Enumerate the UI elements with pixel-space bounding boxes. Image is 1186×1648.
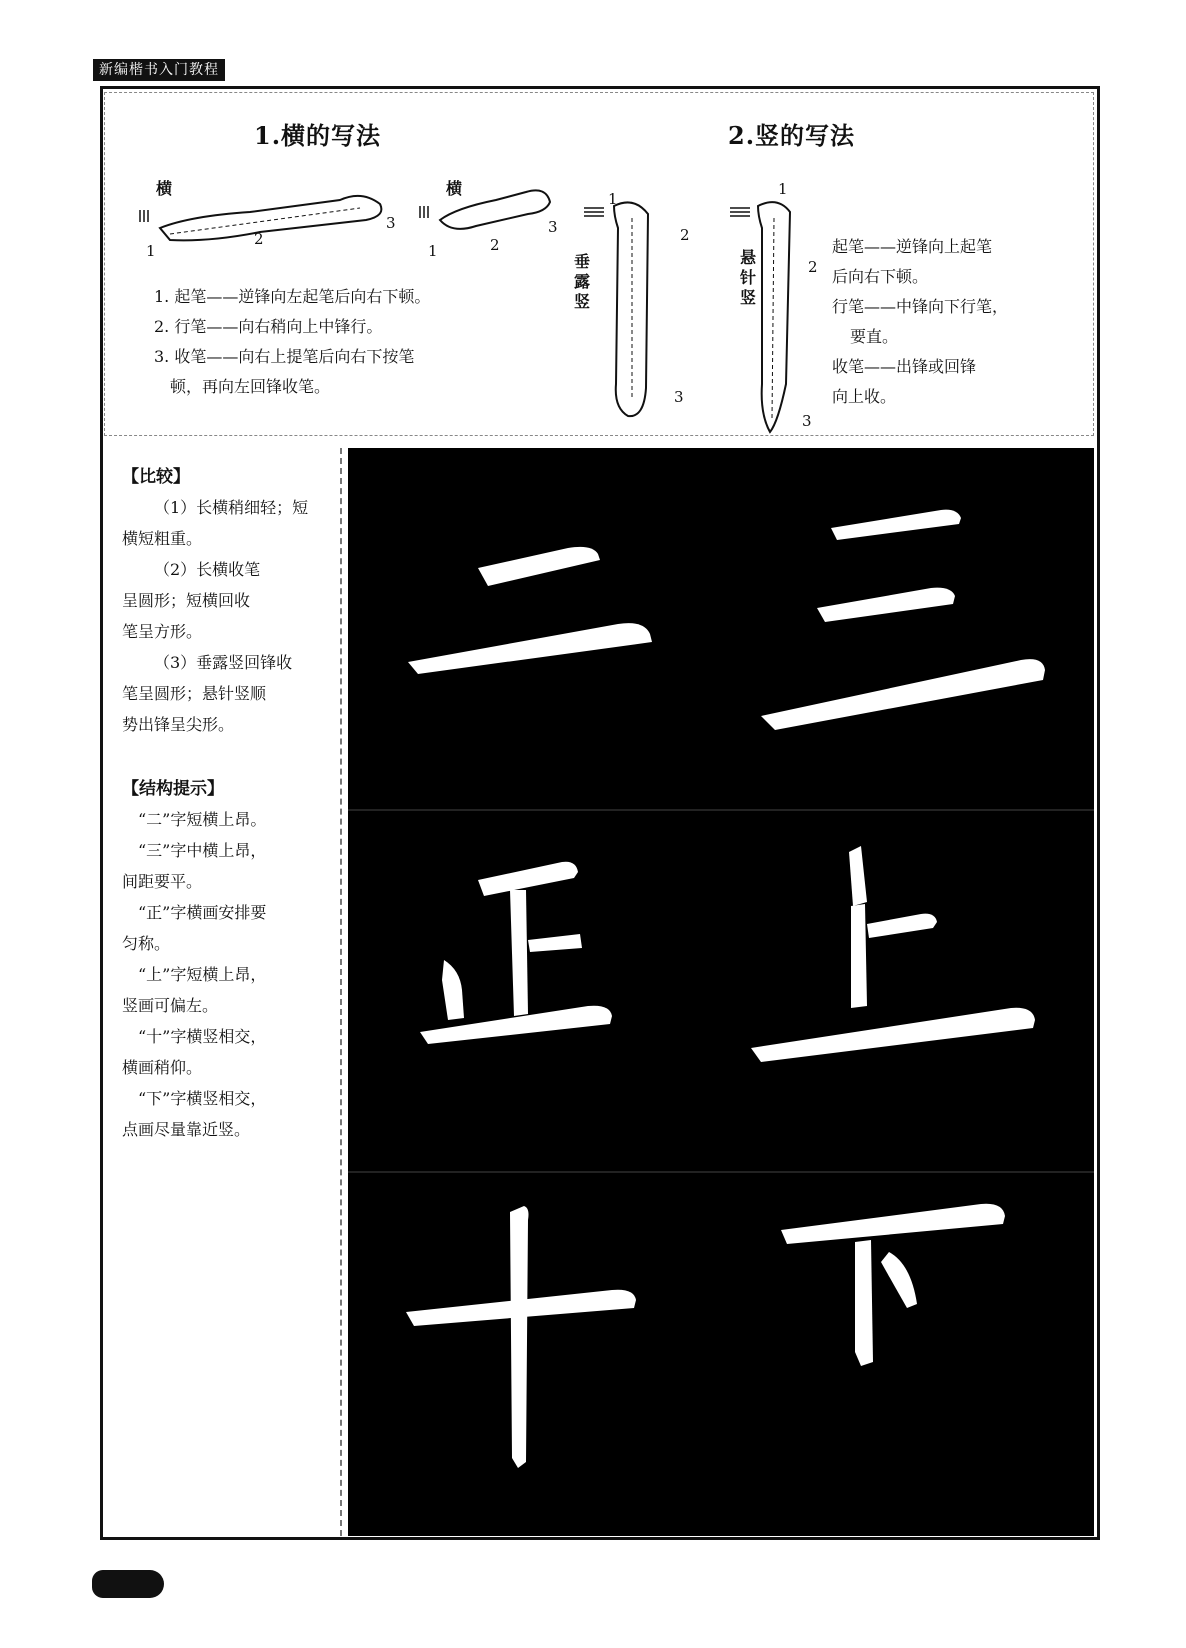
compare-list	[122, 492, 334, 740]
char-cell-er	[348, 448, 721, 810]
compare-line: 笔呈圆形；悬针竖顺	[122, 684, 267, 703]
heng-step-2: 2. 行笔——向右稍向上中锋行。	[154, 317, 383, 336]
shu-step-3-cont: 向上收。	[832, 387, 897, 406]
tips-heading: 【结构提示】	[122, 779, 224, 799]
char-shang-glyph	[721, 810, 1094, 1172]
tip-line: “上”字短横上昂，	[138, 965, 267, 984]
shu-step-2: 行笔——中锋向下行笔，	[832, 297, 1009, 316]
compare-line: （3）垂露竖回锋收	[154, 653, 293, 672]
char-cell-shi	[348, 1172, 721, 1534]
chuilu-num-3: 3	[674, 388, 684, 406]
char-cell-xia	[721, 1172, 1094, 1534]
tip-line: “下”字横竖相交，	[138, 1089, 267, 1108]
heng-short-num-1: 1	[428, 242, 438, 260]
heng-label-long: 横	[156, 179, 173, 198]
char-cell-zheng	[348, 810, 721, 1172]
shu-step-2-cont: 要直。	[850, 327, 899, 346]
xuanzhen-num-2: 2	[808, 258, 818, 276]
compare-line: 笔呈方形。	[122, 622, 203, 641]
chuilu-num-1: 1	[608, 190, 618, 208]
compare-line: 势出锋呈尖形。	[122, 715, 235, 734]
shu-step-1-cont: 后向右下顿。	[832, 267, 929, 286]
tip-line: 横画稍仰。	[122, 1058, 203, 1077]
shu-step-1: 起笔——逆锋向上起笔	[832, 237, 993, 256]
heng-num-1: 1	[146, 242, 156, 260]
heng-label-short: 横	[446, 179, 463, 198]
shu-title: 2.竖的写法	[728, 121, 856, 150]
heng-step-1: 1. 起笔——逆锋向左起笔后向右下顿。	[154, 287, 431, 306]
heng-num-2: 2	[254, 230, 264, 248]
compare-heading: 【比较】	[122, 467, 190, 487]
tip-line: 间距要平。	[122, 872, 203, 891]
tip-line: 竖画可偏左。	[122, 996, 219, 1015]
tips-list	[122, 804, 334, 1145]
shu-step-3: 收笔——出锋或回锋	[832, 357, 977, 376]
char-shi-glyph	[348, 1172, 721, 1534]
chuilu-num-2: 2	[680, 226, 690, 244]
char-xia-glyph	[721, 1172, 1094, 1534]
char-zheng-glyph	[348, 810, 721, 1172]
tip-line: “正”字横画安排要	[138, 903, 267, 922]
heng-short-diagram	[416, 176, 556, 246]
char-cell-shang	[721, 810, 1094, 1172]
xuanzhen-label: 悬针竖	[740, 248, 757, 307]
char-er-glyph	[348, 448, 721, 810]
tip-line: 点画尽量靠近竖。	[122, 1120, 251, 1139]
xuanzhen-num-3: 3	[802, 412, 812, 430]
compare-line: 横短粗重。	[122, 529, 203, 548]
tip-line: “三”字中横上昂，	[138, 841, 267, 860]
heng-num-3: 3	[386, 214, 396, 232]
heng-short-num-2: 2	[490, 236, 500, 254]
compare-line: （2）长横收笔	[154, 560, 261, 579]
calligraphy-plate	[348, 448, 1094, 1536]
sidebar-column	[104, 448, 342, 1536]
heng-short-num-3: 3	[548, 218, 558, 236]
tip-line: “十”字横竖相交，	[138, 1027, 267, 1046]
compare-line: （1）长横稍细轻；短	[154, 498, 309, 517]
char-cell-san	[721, 448, 1094, 810]
shu-xuanzhen-diagram	[728, 188, 818, 438]
compare-line: 呈圆形；短横回收	[122, 591, 251, 610]
chuilu-label: 垂露竖	[574, 252, 591, 311]
tip-line: “二”字短横上昂。	[138, 810, 267, 829]
page-number-tab	[92, 1570, 164, 1598]
tip-line: 匀称。	[122, 934, 171, 953]
header-title: 新编楷书入门教程	[93, 59, 225, 81]
char-san-glyph	[721, 448, 1094, 810]
heng-step-3: 3. 收笔——向右上提笔后向右下按笔	[154, 347, 415, 366]
heng-step-3-cont: 顿，再向左回锋收笔。	[170, 377, 331, 396]
heng-title: 1.横的写法	[254, 121, 382, 150]
xuanzhen-num-1: 1	[778, 180, 788, 198]
